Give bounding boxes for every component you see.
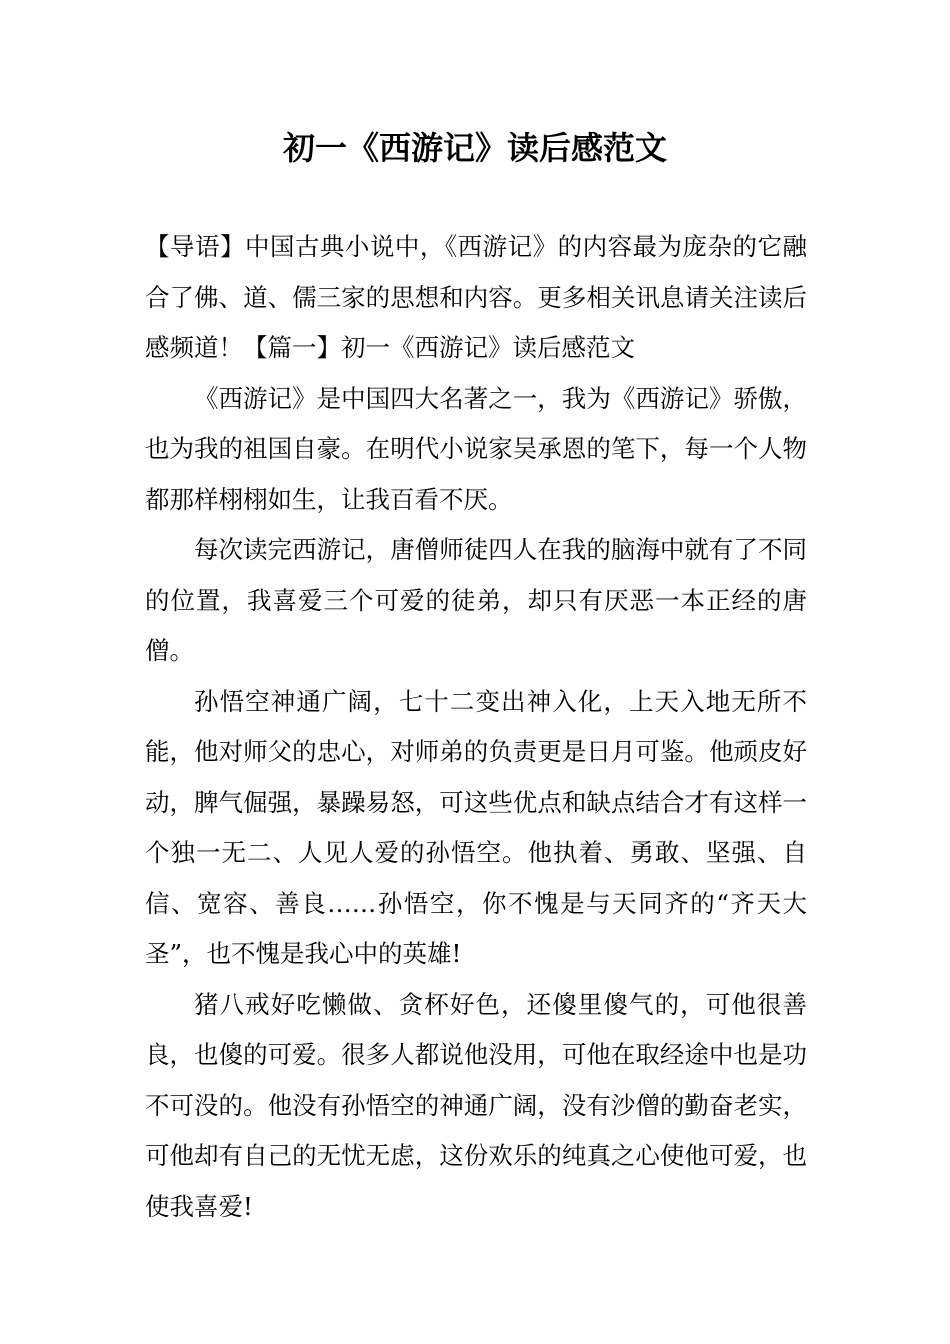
paragraph: 每次读完西游记，唐僧师徒四人在我的脑海中就有了不同的位置，我喜爱三个可爱的徒弟，却只有厌恶一本正经的唐僧。 xyxy=(145,535,807,665)
document-body xyxy=(145,222,807,1232)
paragraph: 孙悟空神通广阔，七十二变出神入化，上天入地无所不能，他对师父的忠心，对师弟的负责更是日月可鉴。他顽皮好动，脾气倔强，暴躁易怒，可这些优点和缺点结合才有这样一个独一无二、人见人爱的孙悟空。他执着、勇敢、坚强、自信、宽容、善良……孙悟空，你不愧是与天同齐的“齐天大圣”，也不愧是我心中的英雄! xyxy=(145,686,807,968)
paragraph-intro: 【导语】中国古典小说中，《西游记》的内容最为庞杂的它融合了佛、道、儒三家的思想和内容。更多相关讯息请关注读后感频道！【篇一】初一《西游记》读后感范文 xyxy=(145,232,807,362)
paragraph: 《西游记》是中国四大名著之一，我为《西游记》骄傲，也为我的祖国自豪。在明代小说家吴承恩的笔下，每一个人物都那样栩栩如生，让我百看不厌。 xyxy=(145,383,807,514)
document-title: 初一《西游记》读后感范文 xyxy=(282,129,667,167)
paragraph: 猪八戒好吃懒做、贪杯好色，还傻里傻气的，可他很善良，也傻的可爱。很多人都说他没用，可他在取经途中也是功不可没的。他没有孙悟空的神通广阔，没有沙僧的勤奋老实，可他却有自己的无忧无虑，这份欢乐的纯真之心使他可爱，也使我喜爱! xyxy=(145,989,807,1221)
